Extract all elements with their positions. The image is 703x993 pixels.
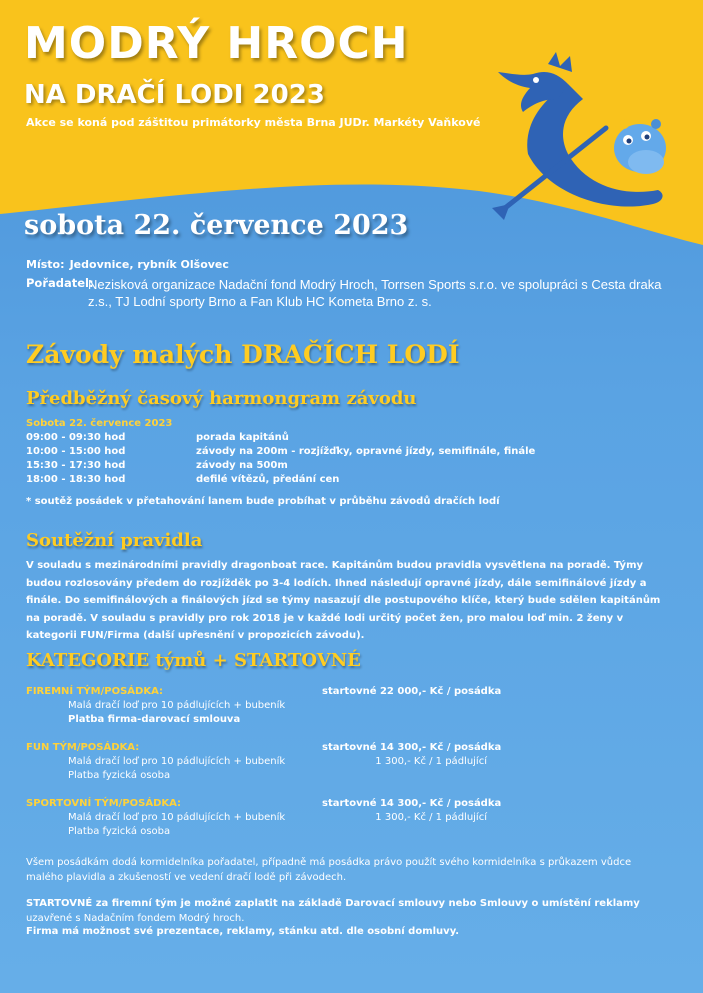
payment-note: [26, 896, 666, 926]
place-value: Jedovnice, rybník Olšovec: [69, 258, 229, 271]
category-payment: Platba fyzická osoba: [68, 770, 171, 781]
category-name: FUN TÝM/POSÁDKA:: [26, 742, 140, 753]
category-fee-per-paddler: 1 300,- Kč / 1 pádlující: [375, 812, 487, 823]
category-boat: Malá dračí loď pro 10 pádlujících + bubeník: [68, 756, 286, 767]
category-boat: Malá dračí loď pro 10 pádlujících + bubeník: [68, 812, 286, 823]
rules-heading: Soutěžní pravidla: [26, 530, 203, 551]
categories-heading: KATEGORIE týmů + STARTOVNÉ: [26, 650, 361, 671]
category-payment: Platba fyzická osoba: [68, 826, 171, 837]
category-fee: startovné 14 300,- Kč / posádka: [322, 742, 502, 753]
presentation-note: Firma má možnost své prezentace, reklamy, stánku atd. dle osobní domluvy.: [26, 926, 460, 937]
category-boat: Malá dračí loď pro 10 pádlujících + bubeník: [68, 700, 286, 711]
event-place: [26, 253, 229, 272]
place-label: Místo:: [26, 258, 65, 271]
schedule-desc: porada kapitánů: [196, 432, 289, 443]
schedule-table: [26, 432, 666, 492]
schedule-heading: Předběžný časový harmongram závodu: [26, 388, 417, 409]
category-fee: startovné 14 300,- Kč / posádka: [322, 798, 502, 809]
schedule-desc: závody na 500m: [196, 460, 288, 471]
organizer-value: Nezisková organizace Nadační fond Modrý Hroch, Torrsen Sports s.r.o. ve spolupráci s Cesta draka z.s., TJ Lodní sporty Brno a Fan Klub HC Kometa Brno z. s.: [88, 277, 662, 309]
organizer-label: Pořadatel:: [26, 276, 94, 290]
main-title: MODRÝ HROCH: [24, 18, 409, 69]
patronage-note: Akce se koná pod záštitou primátorky města Brna JUDr. Markéty Vaňkové: [26, 116, 481, 129]
event-date: sobota 22. července 2023: [24, 210, 409, 241]
category-name: FIREMNÍ TÝM/POSÁDKA:: [26, 686, 164, 697]
sub-title: NA DRAČÍ LODI 2023: [24, 80, 325, 110]
schedule-time: 09:00 - 09:30 hod: [26, 432, 126, 443]
category-fee: startovné 22 000,- Kč / posádka: [322, 686, 502, 697]
races-heading: Závody malých DRAČÍCH LODÍ: [26, 340, 460, 369]
category-fee-per-paddler: 1 300,- Kč / 1 pádlující: [375, 756, 487, 767]
schedule-time: 15:30 - 17:30 hod: [26, 460, 126, 471]
rules-text: V souladu s mezinárodními pravidly dragonboat race. Kapitánům budou pravidla vysvětlena na poradě. Týmy budou rozlosovány předem do rozjížděk po 3-4 lodích. Ihned následují opravné jízdy, dále semifinálové jízdy a finále. Do semifinálových a finálových jízd se týmy nasazují dle postupového klíče, který bude sdělen kapitánům na poradě. V souladu s pravidly pro rok 2018 je v každé lodi určitý počet žen, pro malou loď min. 2 ženy v kategorii FUN/Firma (další upřesnění v propozicích závodu).: [26, 560, 661, 641]
payment-note-bold: STARTOVNÉ za firemní tým je možné zaplatit na základě Darovací smlouvy nebo Smlouvy o umístění reklamy: [26, 898, 640, 909]
category-name: SPORTOVNÍ TÝM/POSÁDKA:: [26, 798, 182, 809]
schedule-desc: závody na 200m - rozjížďky, opravné jízdy, semifinále, finále: [196, 446, 536, 457]
schedule-time: 18:00 - 18:30 hod: [26, 474, 126, 485]
category-payment: Platba firma-darovací smlouva: [68, 714, 241, 725]
schedule-desc: defilé vítězů, předání cen: [196, 474, 340, 485]
payment-note-rest: uzavřené s Nadačním fondem Modrý hroch.: [26, 913, 245, 924]
schedule-note: * soutěž posádek v přetahování lanem bude probíhat v průběhu závodů dračích lodí: [26, 496, 500, 507]
dragon-boat-hippo-mascot: [488, 44, 688, 224]
schedule-date: Sobota 22. července 2023: [26, 418, 173, 429]
schedule-time: 10:00 - 15:00 hod: [26, 446, 126, 457]
steersman-note: Všem posádkám dodá kormidelníka pořadatel, případně má posádka právo použít svého kormidelníka s průkazem vůdce malého plavidla a zkušeností ve vedení dračí lodě při závodech.: [26, 857, 632, 883]
